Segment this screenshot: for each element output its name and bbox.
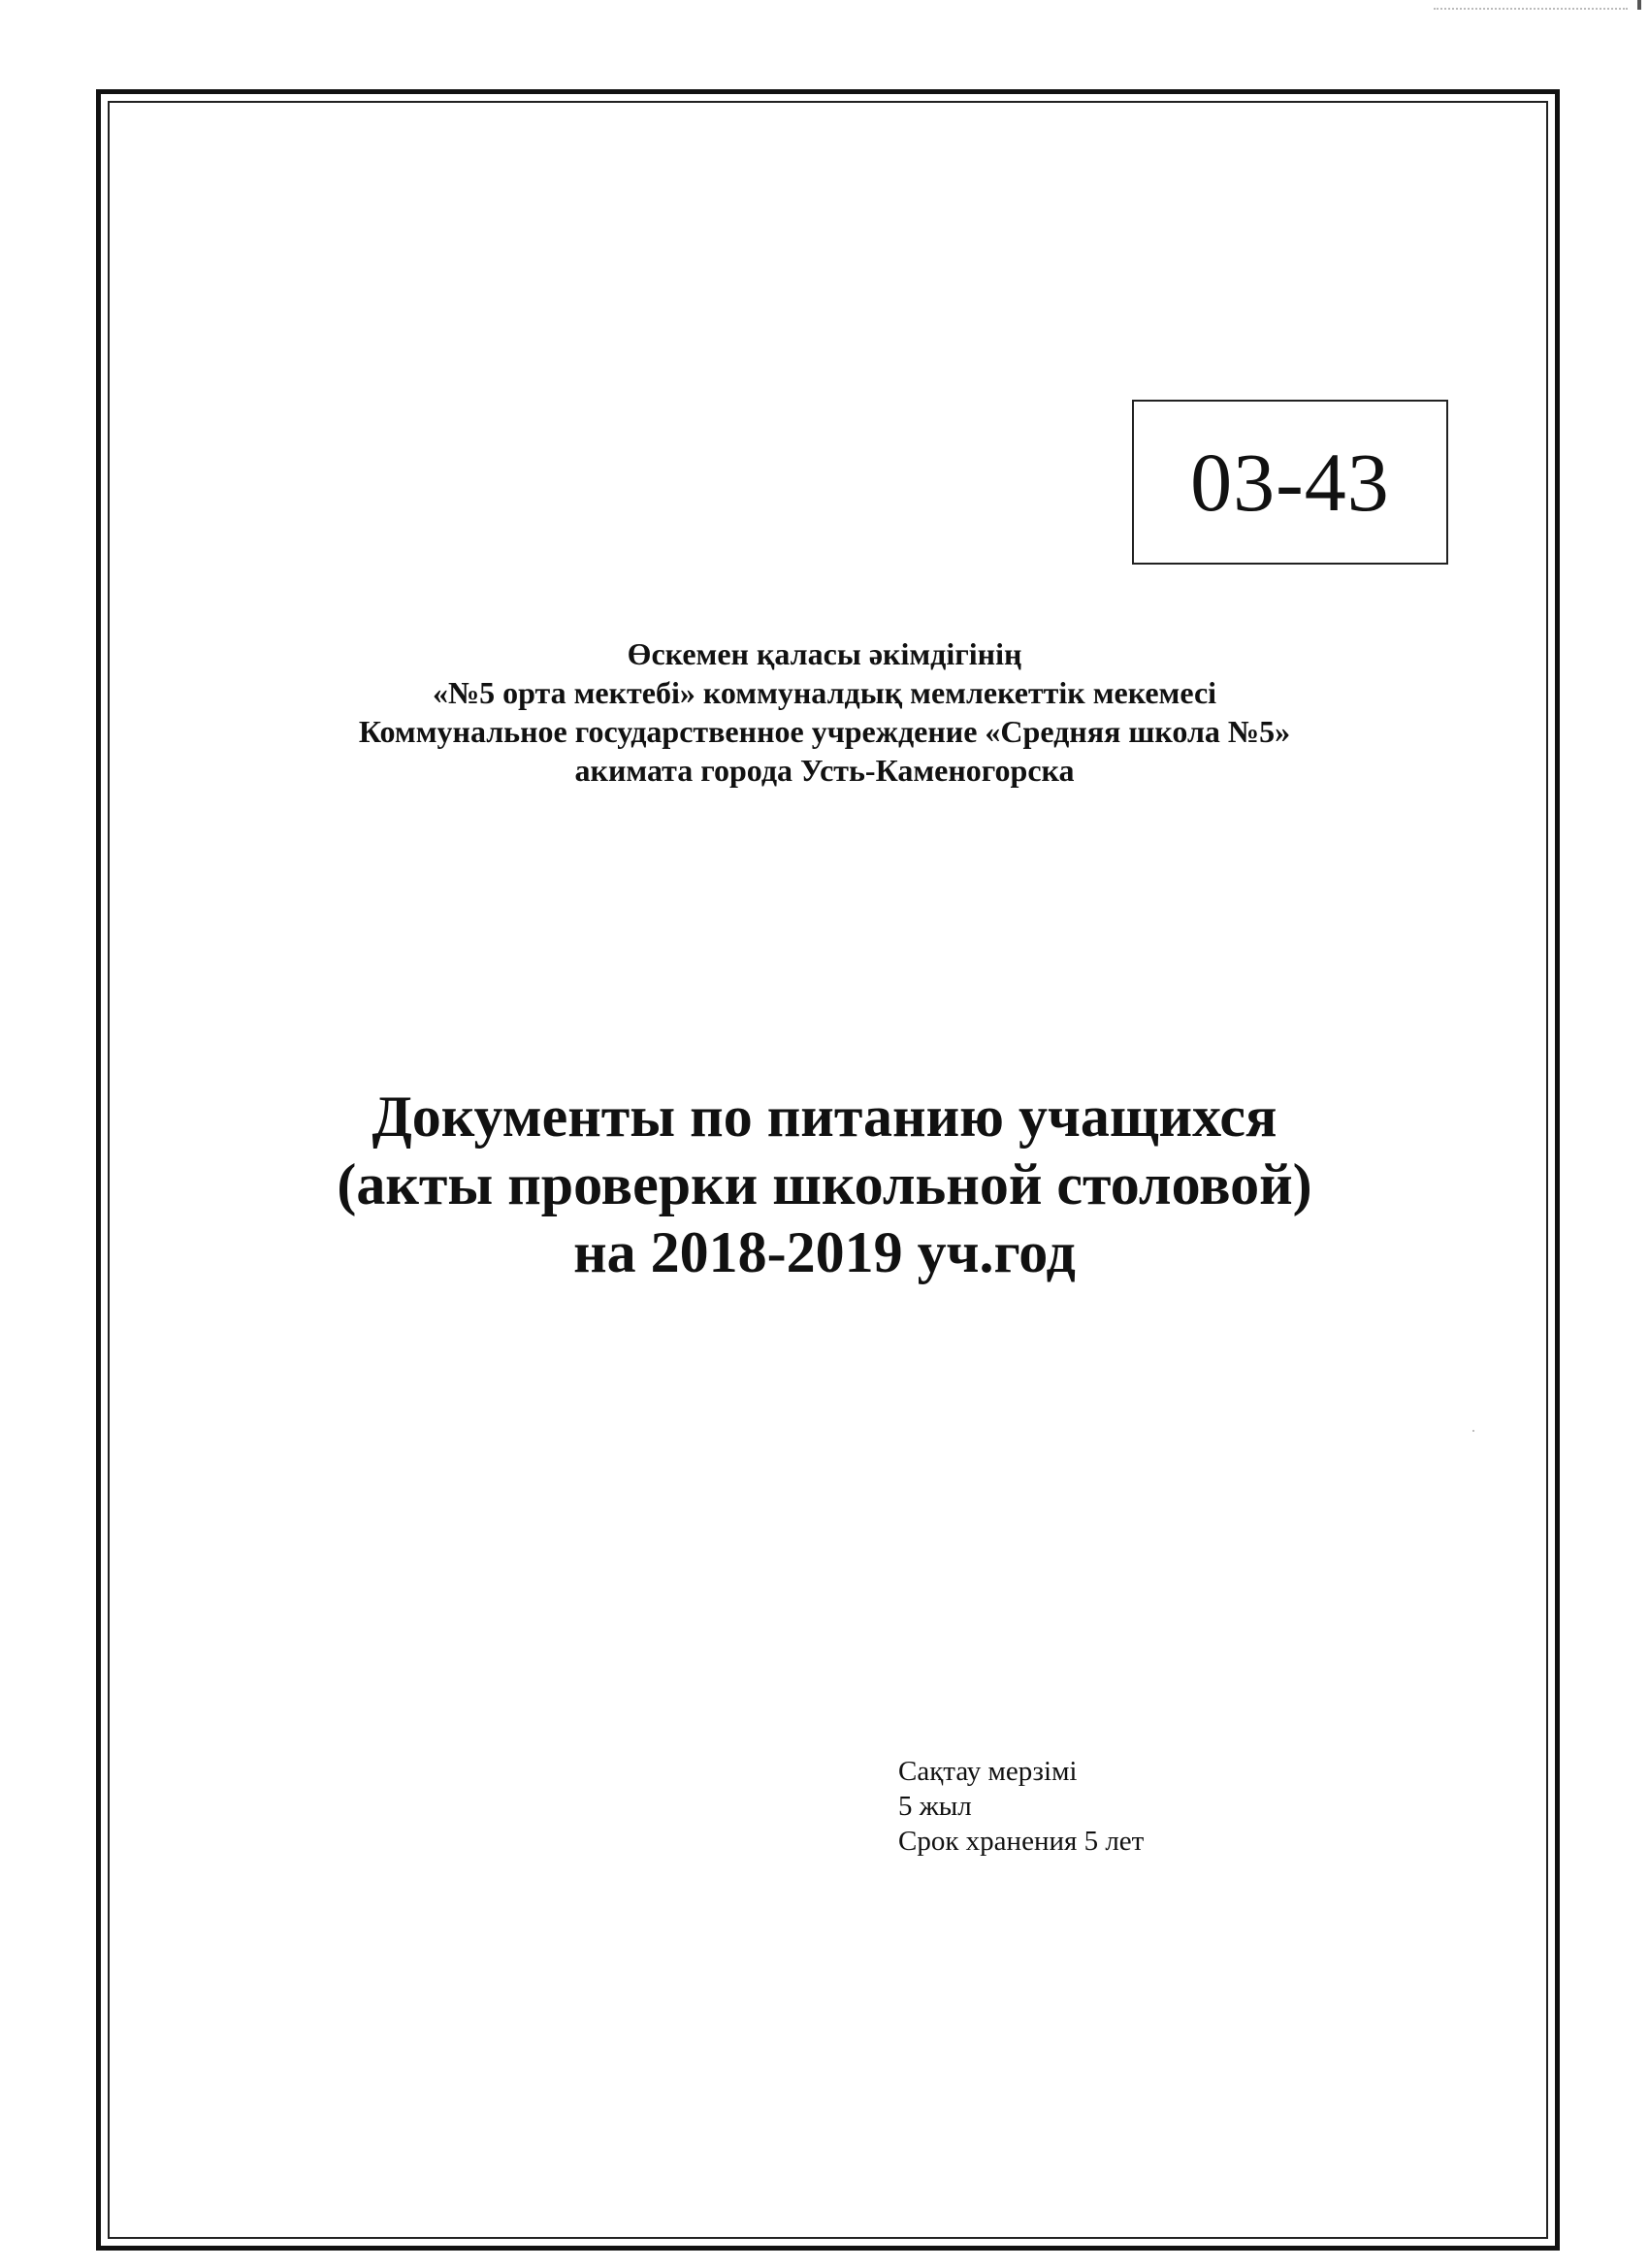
document-title	[194, 1083, 1455, 1286]
title-line-1: Документы по питанию учащихся	[372, 1085, 1277, 1149]
retention-period	[898, 1754, 1286, 1859]
organization-line-kz-2: «№5 орта мектебі» коммуналдық мемлекеттік мекемесі	[432, 675, 1217, 710]
file-code-box	[1132, 400, 1448, 565]
retention-label-kz: Сақтау мерзімі	[898, 1756, 1078, 1787]
retention-value-kz: 5 жыл	[898, 1791, 972, 1822]
scan-edge-mark	[1637, 0, 1641, 10]
organization-header	[194, 634, 1455, 790]
organization-line-ru-1: Коммунальное государственное учреждение «Средняя школа №5»	[358, 714, 1291, 749]
organization-line-ru-2: акимата города Усть-Каменогорска	[574, 753, 1075, 788]
retention-label-ru: Срок хранения 5 лет	[898, 1826, 1145, 1857]
scan-edge-line	[1434, 8, 1628, 10]
title-line-3: на 2018-2019 уч.год	[573, 1220, 1076, 1284]
organization-line-kz-1: Өскемен қаласы әкімдігінің	[627, 636, 1022, 671]
file-code: 03-43	[1190, 436, 1390, 529]
title-line-2: (акты проверки школьной столовой)	[337, 1152, 1312, 1216]
